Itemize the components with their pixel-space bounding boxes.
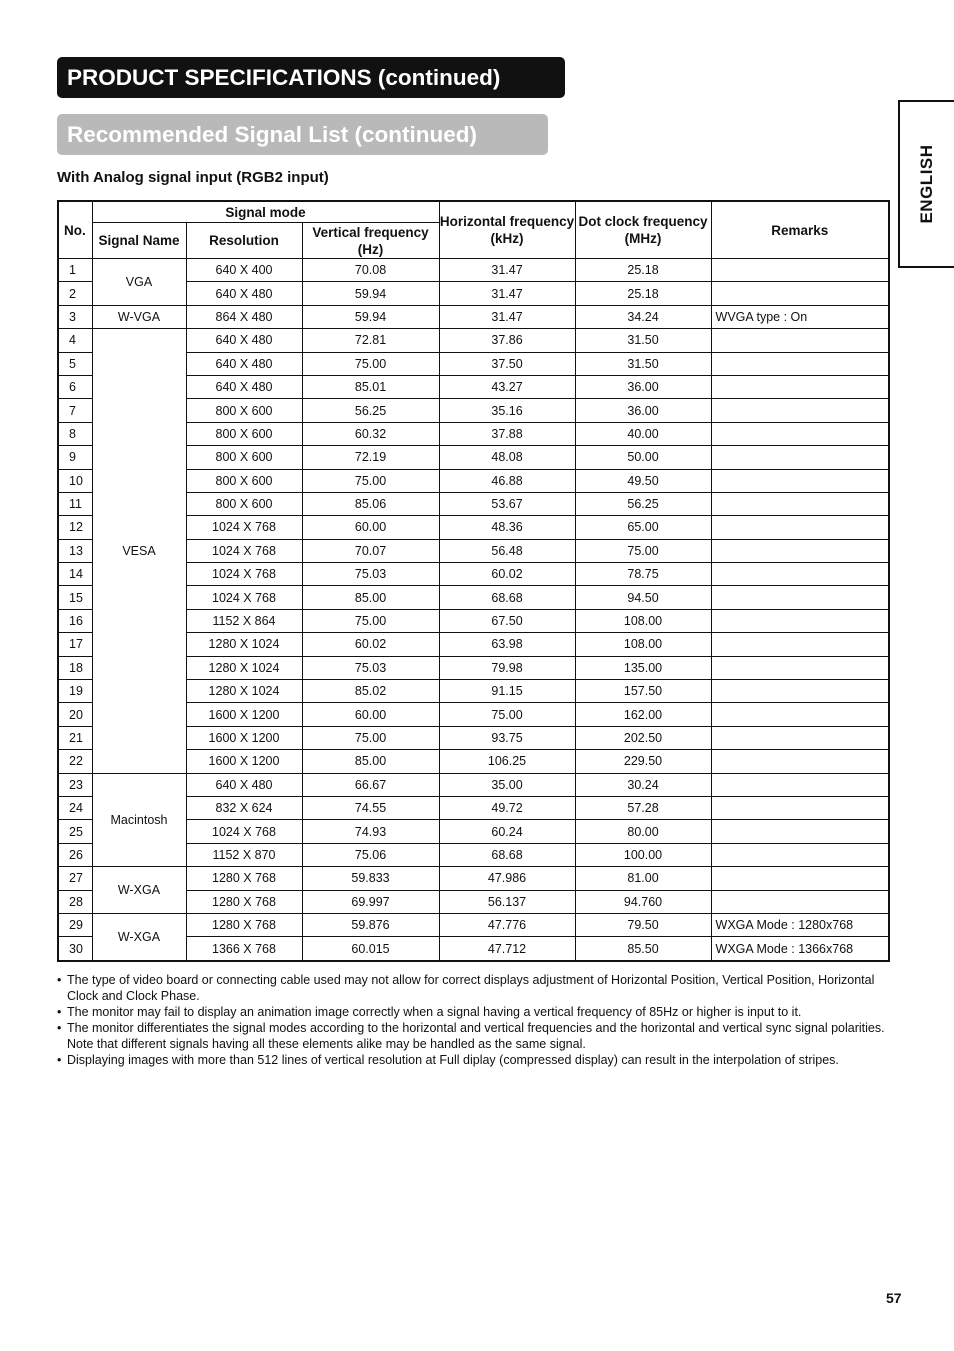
cell-vertical-frequency: 60.015 (302, 937, 439, 961)
cell-no: 28 (58, 890, 92, 913)
note-text: The monitor differentiates the signal modes according to the horizontal and vertical frequencies and the horizontal and vertical sync signal polarities. Note that different signals having all these elements alike may be handled as the same signal. (67, 1021, 885, 1051)
cell-resolution: 864 X 480 (186, 305, 302, 328)
cell-remarks (711, 703, 889, 726)
note-item (57, 1052, 887, 1068)
cell-horizontal-frequency: 67.50 (439, 609, 575, 632)
cell-vertical-frequency: 60.00 (302, 703, 439, 726)
cell-resolution: 1280 X 1024 (186, 633, 302, 656)
cell-vertical-frequency: 75.06 (302, 843, 439, 866)
cell-vertical-frequency: 66.67 (302, 773, 439, 796)
cell-horizontal-frequency: 47.776 (439, 913, 575, 936)
cell-horizontal-frequency: 48.08 (439, 446, 575, 469)
cell-vertical-frequency: 85.06 (302, 492, 439, 515)
cell-remarks (711, 259, 889, 282)
cell-no: 1 (58, 259, 92, 282)
cell-remarks (711, 773, 889, 796)
cell-no: 6 (58, 375, 92, 398)
cell-horizontal-frequency: 93.75 (439, 726, 575, 749)
cell-horizontal-frequency: 106.25 (439, 750, 575, 773)
note-item (57, 1004, 887, 1020)
cell-vertical-frequency: 56.25 (302, 399, 439, 422)
cell-dot-clock: 229.50 (575, 750, 711, 773)
cell-resolution: 1366 X 768 (186, 937, 302, 961)
cell-no: 26 (58, 843, 92, 866)
cell-horizontal-frequency: 37.88 (439, 422, 575, 445)
cell-remarks (711, 469, 889, 492)
cell-no: 8 (58, 422, 92, 445)
table-caption: With Analog signal input (RGB2 input) (57, 169, 329, 186)
cell-no: 16 (58, 609, 92, 632)
cell-resolution: 1280 X 768 (186, 913, 302, 936)
cell-no: 15 (58, 586, 92, 609)
cell-no: 21 (58, 726, 92, 749)
header-remarks: Remarks (711, 201, 889, 259)
cell-resolution: 1600 X 1200 (186, 703, 302, 726)
cell-vertical-frequency: 85.00 (302, 586, 439, 609)
note-text: The type of video board or connecting cable used may not allow for correct displays adjustment of Horizontal Position, Vertical Position, Horizontal Clock and Clock Phase. (67, 973, 875, 1003)
cell-vertical-frequency: 59.876 (302, 913, 439, 936)
cell-resolution: 1280 X 1024 (186, 656, 302, 679)
header-signal-mode: Signal mode (92, 201, 439, 223)
cell-remarks: WXGA Mode : 1280x768 (711, 913, 889, 936)
cell-vertical-frequency: 69.997 (302, 890, 439, 913)
cell-dot-clock: 31.50 (575, 329, 711, 352)
cell-no: 19 (58, 680, 92, 703)
cell-no: 22 (58, 750, 92, 773)
note-item (57, 972, 887, 1004)
bullet-icon: • (57, 973, 62, 987)
cell-resolution: 800 X 600 (186, 399, 302, 422)
table-row (58, 259, 889, 282)
cell-no: 27 (58, 867, 92, 890)
cell-dot-clock: 202.50 (575, 726, 711, 749)
cell-vertical-frequency: 60.02 (302, 633, 439, 656)
header-resolution: Resolution (186, 223, 302, 259)
cell-resolution: 640 X 480 (186, 375, 302, 398)
header-no: No. (58, 201, 92, 259)
cell-resolution: 1280 X 768 (186, 890, 302, 913)
signal-table (57, 200, 890, 962)
cell-horizontal-frequency: 60.02 (439, 563, 575, 586)
notes-list (57, 972, 887, 1068)
cell-dot-clock: 108.00 (575, 609, 711, 632)
cell-dot-clock: 56.25 (575, 492, 711, 515)
cell-horizontal-frequency: 79.98 (439, 656, 575, 679)
cell-horizontal-frequency: 56.137 (439, 890, 575, 913)
note-text: The monitor may fail to display an animation image correctly when a signal having a vertical frequency of 85Hz or higher is input to it. (67, 1005, 802, 1019)
cell-vertical-frequency: 72.19 (302, 446, 439, 469)
cell-horizontal-frequency: 56.48 (439, 539, 575, 562)
cell-resolution: 1152 X 870 (186, 843, 302, 866)
cell-dot-clock: 50.00 (575, 446, 711, 469)
header-vertical-frequency: Vertical frequency (Hz) (302, 223, 439, 259)
cell-dot-clock: 25.18 (575, 282, 711, 305)
signal-table-body (58, 259, 889, 961)
cell-remarks (711, 492, 889, 515)
cell-remarks (711, 796, 889, 819)
cell-dot-clock: 75.00 (575, 539, 711, 562)
cell-resolution: 1600 X 1200 (186, 726, 302, 749)
cell-dot-clock: 40.00 (575, 422, 711, 445)
cell-no: 20 (58, 703, 92, 726)
cell-resolution: 1280 X 1024 (186, 680, 302, 703)
table-row (58, 913, 889, 936)
bullet-icon: • (57, 1053, 62, 1067)
cell-dot-clock: 65.00 (575, 516, 711, 539)
section-title-banner: Recommended Signal List (continued) (57, 114, 548, 155)
cell-dot-clock: 36.00 (575, 399, 711, 422)
cell-vertical-frequency: 75.00 (302, 609, 439, 632)
cell-no: 11 (58, 492, 92, 515)
cell-resolution: 640 X 480 (186, 352, 302, 375)
cell-remarks (711, 820, 889, 843)
cell-horizontal-frequency: 31.47 (439, 305, 575, 328)
cell-vertical-frequency: 70.07 (302, 539, 439, 562)
cell-vertical-frequency: 85.01 (302, 375, 439, 398)
cell-dot-clock: 30.24 (575, 773, 711, 796)
cell-remarks (711, 890, 889, 913)
cell-signal-name: W-XGA (92, 867, 186, 914)
cell-horizontal-frequency: 49.72 (439, 796, 575, 819)
cell-no: 4 (58, 329, 92, 352)
cell-vertical-frequency: 59.94 (302, 305, 439, 328)
cell-no: 24 (58, 796, 92, 819)
cell-resolution: 1024 X 768 (186, 820, 302, 843)
cell-no: 23 (58, 773, 92, 796)
cell-vertical-frequency: 75.03 (302, 656, 439, 679)
cell-vertical-frequency: 60.32 (302, 422, 439, 445)
cell-dot-clock: 31.50 (575, 352, 711, 375)
cell-dot-clock: 94.760 (575, 890, 711, 913)
page-number: 57 (886, 1290, 902, 1306)
cell-remarks (711, 399, 889, 422)
cell-horizontal-frequency: 35.00 (439, 773, 575, 796)
cell-dot-clock: 57.28 (575, 796, 711, 819)
cell-signal-name: Macintosh (92, 773, 186, 867)
cell-resolution: 640 X 480 (186, 773, 302, 796)
cell-horizontal-frequency: 68.68 (439, 843, 575, 866)
cell-remarks (711, 750, 889, 773)
cell-no: 2 (58, 282, 92, 305)
cell-resolution: 640 X 480 (186, 329, 302, 352)
cell-vertical-frequency: 75.03 (302, 563, 439, 586)
cell-vertical-frequency: 75.00 (302, 726, 439, 749)
cell-no: 18 (58, 656, 92, 679)
cell-remarks (711, 843, 889, 866)
bullet-icon: • (57, 1005, 62, 1019)
language-tab (898, 100, 954, 268)
cell-horizontal-frequency: 91.15 (439, 680, 575, 703)
cell-remarks (711, 609, 889, 632)
cell-resolution: 832 X 624 (186, 796, 302, 819)
cell-remarks: WVGA type : On (711, 305, 889, 328)
language-tab-label: ENGLISH (917, 144, 936, 224)
cell-horizontal-frequency: 37.86 (439, 329, 575, 352)
cell-horizontal-frequency: 75.00 (439, 703, 575, 726)
cell-no: 9 (58, 446, 92, 469)
cell-dot-clock: 157.50 (575, 680, 711, 703)
cell-remarks (711, 352, 889, 375)
cell-remarks (711, 680, 889, 703)
cell-resolution: 640 X 400 (186, 259, 302, 282)
cell-remarks (711, 375, 889, 398)
cell-vertical-frequency: 70.08 (302, 259, 439, 282)
cell-horizontal-frequency: 47.712 (439, 937, 575, 961)
cell-resolution: 800 X 600 (186, 492, 302, 515)
cell-dot-clock: 80.00 (575, 820, 711, 843)
cell-no: 30 (58, 937, 92, 961)
cell-vertical-frequency: 74.93 (302, 820, 439, 843)
cell-resolution: 1024 X 768 (186, 586, 302, 609)
cell-horizontal-frequency: 63.98 (439, 633, 575, 656)
cell-horizontal-frequency: 31.47 (439, 259, 575, 282)
cell-resolution: 1024 X 768 (186, 563, 302, 586)
cell-dot-clock: 100.00 (575, 843, 711, 866)
cell-signal-name: W-XGA (92, 913, 186, 960)
cell-horizontal-frequency: 53.67 (439, 492, 575, 515)
cell-remarks (711, 656, 889, 679)
cell-remarks (711, 867, 889, 890)
cell-remarks (711, 586, 889, 609)
cell-resolution: 1152 X 864 (186, 609, 302, 632)
cell-remarks (711, 422, 889, 445)
cell-resolution: 640 X 480 (186, 282, 302, 305)
header-signal-name: Signal Name (92, 223, 186, 259)
cell-horizontal-frequency: 35.16 (439, 399, 575, 422)
cell-no: 3 (58, 305, 92, 328)
cell-horizontal-frequency: 68.68 (439, 586, 575, 609)
cell-no: 25 (58, 820, 92, 843)
table-row (58, 305, 889, 328)
cell-dot-clock: 36.00 (575, 375, 711, 398)
cell-no: 10 (58, 469, 92, 492)
cell-dot-clock: 81.00 (575, 867, 711, 890)
cell-horizontal-frequency: 43.27 (439, 375, 575, 398)
cell-signal-name: W-VGA (92, 305, 186, 328)
cell-dot-clock: 108.00 (575, 633, 711, 656)
cell-vertical-frequency: 75.00 (302, 469, 439, 492)
cell-dot-clock: 85.50 (575, 937, 711, 961)
bullet-icon: • (57, 1021, 62, 1035)
cell-no: 7 (58, 399, 92, 422)
header-horizontal-frequency: Horizontal frequency (kHz) (439, 201, 575, 259)
cell-dot-clock: 162.00 (575, 703, 711, 726)
cell-vertical-frequency: 74.55 (302, 796, 439, 819)
cell-vertical-frequency: 75.00 (302, 352, 439, 375)
table-row (58, 329, 889, 352)
note-text: Displaying images with more than 512 lines of vertical resolution at Full diplay (compressed display) can result in the interpolation of stripes. (67, 1053, 839, 1067)
cell-resolution: 1600 X 1200 (186, 750, 302, 773)
cell-dot-clock: 25.18 (575, 259, 711, 282)
cell-horizontal-frequency: 31.47 (439, 282, 575, 305)
cell-vertical-frequency: 85.00 (302, 750, 439, 773)
cell-dot-clock: 78.75 (575, 563, 711, 586)
cell-remarks (711, 516, 889, 539)
cell-no: 5 (58, 352, 92, 375)
cell-remarks (711, 726, 889, 749)
cell-no: 29 (58, 913, 92, 936)
cell-horizontal-frequency: 47.986 (439, 867, 575, 890)
cell-horizontal-frequency: 60.24 (439, 820, 575, 843)
cell-resolution: 1024 X 768 (186, 516, 302, 539)
cell-horizontal-frequency: 48.36 (439, 516, 575, 539)
cell-remarks (711, 563, 889, 586)
cell-dot-clock: 79.50 (575, 913, 711, 936)
table-row (58, 773, 889, 796)
cell-vertical-frequency: 59.94 (302, 282, 439, 305)
note-item (57, 1020, 887, 1052)
cell-resolution: 800 X 600 (186, 446, 302, 469)
page-title-banner: PRODUCT SPECIFICATIONS (continued) (57, 57, 565, 98)
cell-horizontal-frequency: 46.88 (439, 469, 575, 492)
table-row (58, 867, 889, 890)
cell-signal-name: VGA (92, 259, 186, 306)
cell-remarks (711, 329, 889, 352)
cell-remarks (711, 282, 889, 305)
cell-signal-name: VESA (92, 329, 186, 773)
cell-dot-clock: 94.50 (575, 586, 711, 609)
cell-resolution: 800 X 600 (186, 469, 302, 492)
cell-resolution: 1280 X 768 (186, 867, 302, 890)
cell-dot-clock: 34.24 (575, 305, 711, 328)
cell-no: 14 (58, 563, 92, 586)
cell-dot-clock: 49.50 (575, 469, 711, 492)
cell-remarks (711, 633, 889, 656)
cell-no: 12 (58, 516, 92, 539)
cell-vertical-frequency: 59.833 (302, 867, 439, 890)
cell-vertical-frequency: 72.81 (302, 329, 439, 352)
cell-vertical-frequency: 85.02 (302, 680, 439, 703)
cell-remarks: WXGA Mode : 1366x768 (711, 937, 889, 961)
cell-no: 17 (58, 633, 92, 656)
cell-vertical-frequency: 60.00 (302, 516, 439, 539)
header-dot-clock: Dot clock frequency (MHz) (575, 201, 711, 259)
cell-horizontal-frequency: 37.50 (439, 352, 575, 375)
cell-dot-clock: 135.00 (575, 656, 711, 679)
cell-remarks (711, 446, 889, 469)
cell-resolution: 1024 X 768 (186, 539, 302, 562)
cell-resolution: 800 X 600 (186, 422, 302, 445)
cell-remarks (711, 539, 889, 562)
cell-no: 13 (58, 539, 92, 562)
